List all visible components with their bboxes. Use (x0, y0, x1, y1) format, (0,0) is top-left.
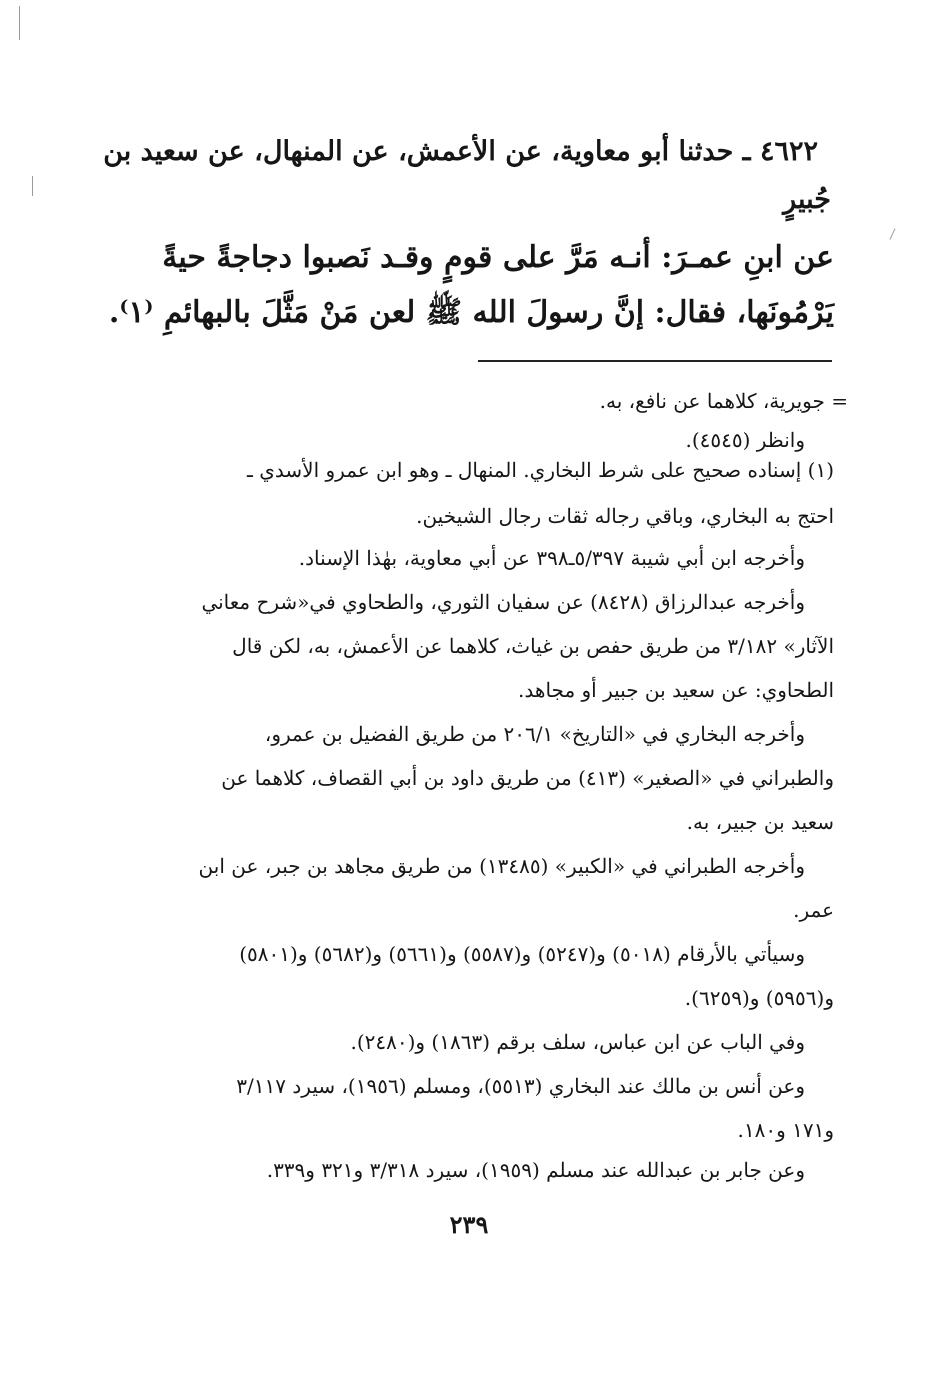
footnote-line: الآثار» ٣/١٨٢ من طريق حفص بن غياث، كلاهما عن الأعمش، به، لكن قال (232, 634, 834, 658)
footnote-line: وسيأتي بالأرقام (٥٠١٨) و(٥٢٤٧) و(٥٥٨٧) و(٥٦٦١) و(٥٦٨٢) و(٥٨٠١) (239, 942, 805, 966)
hadith-line: جُبيرٍ (783, 184, 831, 215)
footnote-line: الطحاوي: عن سعيد بن جبير أو مجاهد. (518, 678, 834, 702)
footnote-line: والطبراني في «الصغير» (٤١٣) من طريق داود بن أبي القصاف، كلاهما عن (221, 766, 834, 790)
scan-mark (890, 228, 896, 239)
footnote-separator (478, 360, 832, 362)
footnote-line: احتج به البخاري، وباقي رجاله ثقات رجال الشيخين. (416, 504, 834, 528)
hadith-matn-line: عن ابنِ عمـرَ: أنـه مَرَّ على قومٍ وقـد نَصبوا دجاجةً حيةً (162, 240, 834, 275)
footnote-line: و(٥٩٥٦) و(٦٢٥٩). (684, 986, 834, 1010)
footnote-line: عمر. (793, 898, 834, 922)
footnote-line: وفي الباب عن ابن عباس، سلف برقم (١٨٦٣) و(٢٤٨٠). (350, 1030, 805, 1054)
footnote-line: و١٧١ و١٨٠. (737, 1118, 834, 1142)
footnote-line: سعيد بن جبير، به. (686, 810, 834, 834)
footnote-line: (١) إسناده صحيح على شرط البخاري. المنهال ـ وهو ابن عمرو الأسدي ـ (247, 458, 834, 482)
footnote-line: وأخرجه الطبراني في «الكبير» (١٣٤٨٥) من طريق مجاهد بن جبر، عن ابن (198, 854, 805, 878)
footnote-line: وأخرجه ابن أبي شيبة ٥/٣٩٧ـ٣٩٨ عن أبي معاوية، بهٰذا الإسناد. (298, 546, 805, 570)
footnote-line: وعن جابر بن عبدالله عند مسلم (١٩٥٩)، سيرد ٣/٣١٨ و٣٢١ و٣٣٩. (266, 1158, 805, 1182)
hadith-number-line: ٤٦٢٢ ـ حدثنا أبو معاوية، عن الأعمش، عن المنهال، عن سعيد بن (103, 136, 818, 167)
page-number: ٢٣٩ (449, 1210, 489, 1239)
footnote-line: وانظر (٤٥٤٥). (685, 428, 805, 452)
footnote-line: = جويرية، كلاهما عن نافع، به. (599, 389, 848, 413)
scan-mark (32, 176, 33, 196)
footnote-line: وعن أنس بن مالك عند البخاري (٥٥١٣)، ومسلم (١٩٥٦)، سيرد ٣/١١٧ (236, 1074, 805, 1098)
scan-mark (19, 6, 20, 40)
footnote-line: وأخرجه عبدالرزاق (٨٤٢٨) عن سفيان الثوري، والطحاوي في«شرح معاني (201, 590, 805, 614)
footnote-line: وأخرجه البخاري في «التاريخ» ٢٠٦/١ من طريق الفضيل بن عمرو، (264, 722, 805, 746)
hadith-matn-line: يَرْمُونَها، فقال: إنَّ رسولَ الله ﷺ لعن مَنْ مَثَّلَ بالبهائمِ ⁽١⁾. (108, 295, 834, 330)
